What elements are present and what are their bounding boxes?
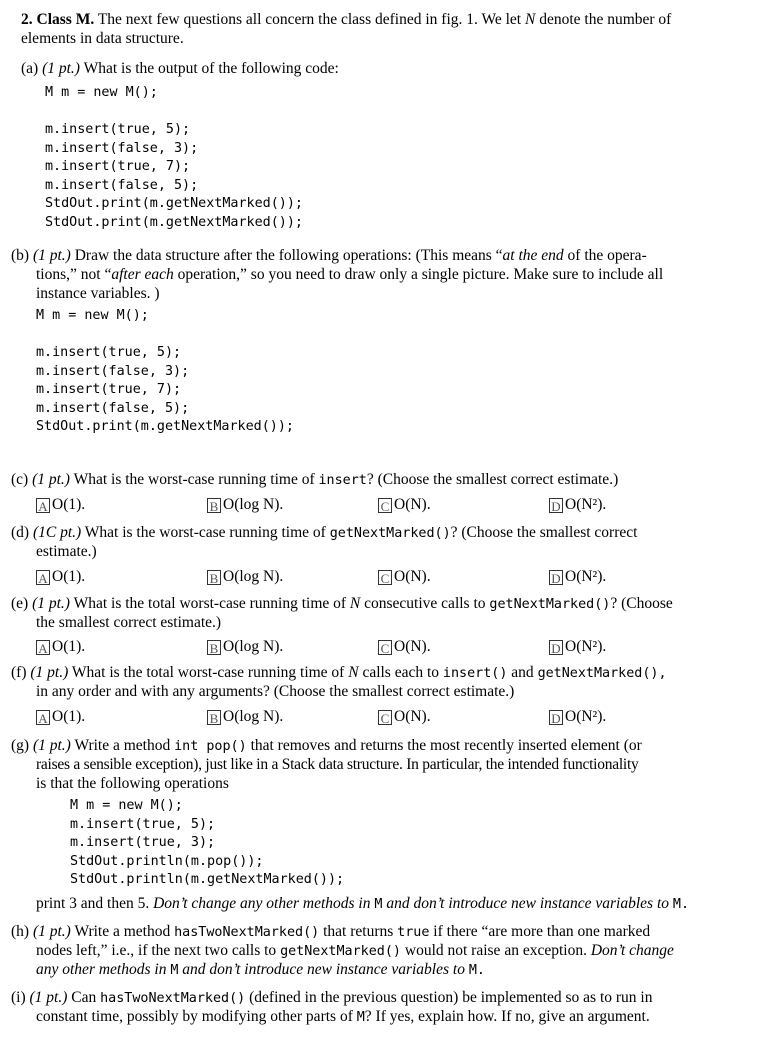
choice-text: O(N²).	[565, 708, 607, 725]
header-text: denote the number of	[539, 11, 672, 28]
choice-text: O(N).	[394, 496, 431, 513]
inline-code: M.	[468, 963, 485, 978]
prompt-text: What is the total worst-case running time of	[73, 595, 347, 612]
prompt-text: consecutive calls to	[364, 595, 486, 612]
part-d-prompt	[11, 523, 637, 543]
code-line: StdOut.println(m.getNextMarked());	[70, 872, 345, 887]
code-line: M m = new M();	[70, 798, 183, 813]
choice-text: O(1).	[52, 568, 86, 585]
prompt-text: that returns	[323, 923, 394, 940]
inline-code: insert()	[442, 666, 508, 681]
prompt-text: of the opera-	[567, 247, 647, 264]
choice-option-b[interactable]	[207, 496, 283, 514]
choice-checkbox[interactable]: C	[378, 570, 392, 585]
prompt-italic: Don’t change any other methods in	[153, 895, 371, 912]
choice-text: O(N).	[394, 638, 431, 655]
choice-checkbox[interactable]: A	[36, 710, 50, 725]
prompt-text: calls each to	[362, 664, 440, 681]
choice-option-d[interactable]	[549, 568, 606, 586]
var-n: N	[524, 11, 536, 28]
choice-option-a[interactable]	[36, 708, 85, 726]
choice-option-a[interactable]	[36, 496, 85, 514]
part-b-prompt-line2	[36, 265, 663, 284]
inline-code: getNextMarked(),	[537, 666, 667, 681]
choice-checkbox[interactable]: D	[549, 710, 563, 725]
part-b-prompt-line3: instance variables. )	[36, 285, 160, 302]
part-f-prompt-cont: in any order and with any arguments? (Choose the smallest correct estimate.)	[36, 683, 515, 700]
choice-checkbox[interactable]: A	[36, 640, 50, 655]
prompt-text: Write a method	[74, 737, 171, 754]
choice-option-b[interactable]	[207, 568, 283, 586]
code-line: StdOut.print(m.getNextMarked());	[36, 419, 294, 434]
part-g-code	[70, 797, 344, 890]
part-g-prompt-line3: is that the following operations	[36, 775, 229, 792]
choice-text: O(N²).	[565, 568, 607, 585]
choice-checkbox[interactable]: C	[378, 498, 392, 513]
points: (1 pt.)	[30, 664, 69, 681]
code-line: m.insert(false, 3);	[36, 363, 190, 379]
points: (1 pt.)	[32, 247, 71, 264]
prompt-italic: at the end	[502, 247, 564, 264]
code-line: M m = new M();	[36, 308, 149, 323]
points: (1 pt.)	[32, 471, 70, 488]
choice-option-c[interactable]	[378, 496, 431, 514]
inline-code: getNextMarked()	[280, 944, 401, 959]
choice-text: O(log N).	[223, 638, 284, 655]
choice-text: O(N).	[394, 568, 431, 585]
code-line: StdOut.print(m.getNextMarked());	[45, 214, 303, 230]
inline-code: int pop()	[174, 739, 247, 754]
prompt-text: that removes and returns the most recently inserted element (or	[250, 737, 642, 754]
prompt-text: ? If yes, explain how. If no, give an argument.	[364, 1008, 650, 1025]
inline-code: M.	[672, 897, 690, 912]
choice-checkbox[interactable]: A	[36, 570, 50, 585]
part-label: (c)	[11, 471, 29, 488]
choice-text: O(N²).	[565, 638, 607, 655]
inline-code: true	[397, 925, 430, 940]
points: (1 pt.)	[32, 595, 70, 612]
choice-option-a[interactable]	[36, 568, 85, 586]
part-i-prompt	[11, 988, 652, 1008]
points: (1 pt.)	[42, 60, 80, 77]
part-f-prompt	[11, 663, 667, 683]
prompt-text: ? (Choose the smallest correct estimate.)	[366, 471, 619, 488]
part-a-prompt	[21, 59, 339, 78]
inline-code: hasTwoNextMarked()	[100, 991, 246, 1006]
header-text: The next few questions all concern the class defined in fig. 1. We let	[97, 11, 522, 28]
part-d-prompt-cont: estimate.)	[36, 543, 97, 560]
prompt-text: What is the worst-case running time of	[73, 471, 315, 488]
part-h-prompt-line2	[36, 941, 674, 961]
prompt-italic: and don’t introduce new instance variables to	[182, 961, 465, 978]
part-label: (e)	[11, 595, 29, 612]
choice-checkbox[interactable]: D	[549, 570, 563, 585]
inline-code: insert	[318, 473, 367, 488]
part-h-prompt	[11, 922, 650, 942]
choice-checkbox[interactable]: D	[549, 640, 563, 655]
points: (1 pt.)	[32, 923, 71, 940]
prompt-text: and	[511, 664, 534, 681]
prompt-text: Can	[71, 989, 97, 1006]
choice-text: O(log N).	[223, 708, 284, 725]
choice-text: O(1).	[52, 496, 86, 513]
var-n: N	[348, 664, 359, 681]
code-line	[45, 103, 303, 122]
code-line: StdOut.println(m.pop());	[70, 853, 264, 869]
code-line: M m = new M();	[45, 85, 158, 100]
var-n: N	[349, 595, 361, 612]
prompt-text: would not raise an exception.	[404, 942, 587, 959]
choice-checkbox[interactable]: B	[207, 640, 221, 655]
header-text-cont: elements in data structure.	[21, 30, 184, 47]
code-line: m.insert(true, 5);	[70, 816, 216, 832]
choice-text: O(log N).	[223, 568, 284, 585]
choice-checkbox[interactable]: C	[378, 710, 392, 725]
points: (1 pt.)	[32, 737, 71, 754]
inline-code: getNextMarked()	[489, 597, 611, 612]
prompt-text: Write a method	[74, 923, 171, 940]
choice-text: O(N).	[394, 708, 431, 725]
choice-checkbox[interactable]: D	[549, 498, 563, 513]
part-label: (i)	[11, 989, 26, 1006]
code-line: m.insert(true, 7);	[36, 382, 182, 397]
prompt-text: What is the total worst-case running time of	[71, 664, 345, 681]
inline-code: M	[374, 897, 383, 912]
choice-option-c[interactable]	[378, 568, 431, 586]
part-i-prompt-line2	[36, 1007, 650, 1027]
prompt-text: operation,” so you need to draw only a single picture. Make sure to include all	[177, 266, 664, 283]
code-line: m.insert(true, 5);	[36, 345, 182, 360]
choice-checkbox[interactable]: A	[36, 498, 50, 513]
question-header	[21, 10, 671, 29]
part-b-prompt-line1	[11, 246, 647, 265]
prompt-text: What is the worst-case running time of	[84, 524, 326, 541]
part-e-prompt	[11, 594, 673, 614]
part-g-prompt	[11, 736, 642, 756]
prompt-italic: after each	[111, 266, 174, 283]
part-b-code	[36, 307, 294, 437]
code-line: m.insert(false, 5);	[36, 400, 190, 416]
part-label: (g)	[11, 737, 30, 754]
choice-text: O(1).	[52, 638, 86, 655]
choice-checkbox[interactable]: B	[207, 498, 221, 513]
prompt-italic: any other methods in	[36, 961, 167, 978]
prompt-text: constant time, possibly by modifying other parts of	[36, 1008, 353, 1025]
choice-option-c[interactable]	[378, 638, 431, 656]
choice-option-b[interactable]	[207, 708, 283, 726]
inline-code: getNextMarked()	[329, 526, 451, 541]
part-label: (f)	[11, 664, 27, 681]
prompt-text: ? (Choose the smallest correct	[450, 524, 638, 541]
prompt-text: nodes left,” i.e., if the next two calls to	[36, 942, 277, 959]
part-label: (b)	[11, 247, 30, 264]
choice-option-d[interactable]	[549, 496, 606, 514]
prompt-italic: and don’t introduce new instance variables to	[386, 895, 670, 912]
choice-text: O(log N).	[223, 496, 284, 513]
part-label: (d)	[11, 524, 30, 541]
code-line: m.insert(false, 3);	[45, 140, 199, 156]
question-number: 2.	[21, 11, 33, 28]
prompt-text: ? (Choose	[610, 595, 673, 612]
part-e-prompt-cont: the smallest correct estimate.)	[36, 614, 222, 631]
code-line	[36, 326, 294, 345]
code-line: StdOut.print(m.getNextMarked());	[45, 196, 303, 211]
prompt-italic: Don’t change	[590, 942, 674, 959]
choice-checkbox[interactable]: B	[207, 570, 221, 585]
prompt-text: print 3 and then 5.	[36, 895, 150, 912]
prompt-text: if there “are more than one marked	[433, 923, 651, 940]
choice-option-d[interactable]	[549, 708, 606, 726]
inline-code: hasTwoNextMarked()	[174, 925, 320, 940]
prompt-text: What is the output of the following code:	[83, 60, 339, 77]
prompt-text: tions,” not “	[36, 266, 112, 283]
choice-option-b[interactable]	[207, 638, 283, 656]
code-line: m.insert(true, 3);	[70, 835, 216, 850]
prompt-text: Draw the data structure after the following operations: (This means “	[74, 247, 503, 264]
choice-option-c[interactable]	[378, 708, 431, 726]
prompt-text: (defined in the previous question) be implemented so as to run in	[249, 989, 653, 1006]
part-a-code	[45, 84, 303, 232]
choice-text: O(N²).	[565, 496, 607, 513]
part-label: (h)	[11, 923, 30, 940]
choice-checkbox[interactable]: C	[378, 640, 392, 655]
points: (1 pt.)	[29, 989, 68, 1006]
inline-code: M	[356, 1010, 365, 1025]
code-line: m.insert(true, 5);	[45, 122, 191, 137]
part-c-prompt	[11, 470, 618, 490]
part-g-after	[36, 894, 689, 914]
choice-checkbox[interactable]: B	[207, 710, 221, 725]
code-line: m.insert(false, 5);	[45, 177, 199, 193]
choice-option-a[interactable]	[36, 638, 85, 656]
choice-text: O(1).	[52, 708, 86, 725]
question-title: Class M.	[36, 11, 95, 28]
inline-code: M	[170, 963, 179, 978]
part-h-prompt-line3	[36, 960, 485, 980]
points: (1C pt.)	[32, 524, 82, 541]
choice-option-d[interactable]	[549, 638, 606, 656]
part-label: (a)	[21, 60, 39, 77]
code-line: m.insert(true, 7);	[45, 159, 191, 174]
part-g-prompt-line2: raises a sensible exception), just like in a Stack data structure. In particular, the intended functionality	[36, 756, 639, 773]
